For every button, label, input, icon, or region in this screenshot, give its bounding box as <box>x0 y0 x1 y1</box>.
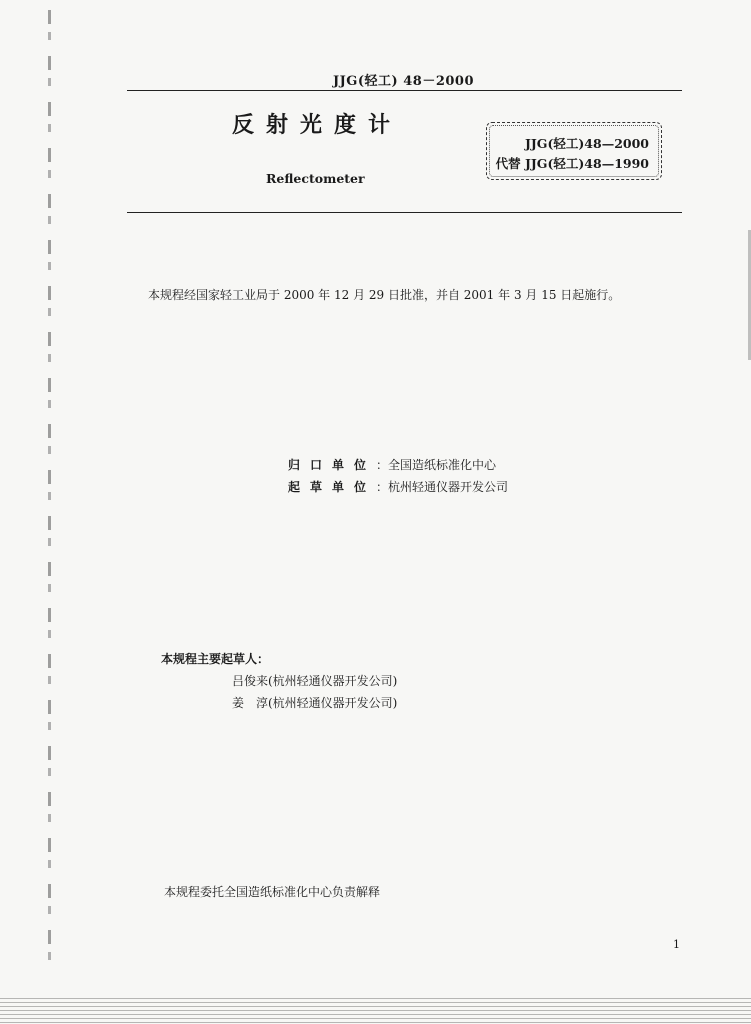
drafting-org-row <box>288 478 508 495</box>
drafter-item: 姜 淳(杭州轻通仪器开发公司) <box>232 696 398 710</box>
drafter-item: 吕俊来(杭州轻通仪器开发公司) <box>232 674 398 688</box>
title-english: Reflectometer <box>266 171 365 186</box>
scan-bottom-edge <box>0 998 751 1024</box>
responsible-org-label: 归口单位 <box>288 458 377 472</box>
approval-statement: 本规程经国家轻工业局于 2000 年 12 月 29 日批准，并自 2001 年 3 月 15 日起施行。 <box>148 288 621 302</box>
responsible-org-row <box>288 456 496 473</box>
title-rule <box>127 212 682 213</box>
stamp-replaces-code: 代替 JJG(轻工)48—1990 <box>495 156 649 171</box>
header-rule <box>127 90 682 91</box>
page-number: 1 <box>673 938 680 951</box>
drafting-org-label: 起草单位 <box>288 480 377 494</box>
drafting-org-value: 杭州轻通仪器开发公司 <box>388 480 509 494</box>
scan-binding-edge <box>48 10 51 970</box>
responsible-org-value: 全国造纸标准化中心 <box>388 458 497 472</box>
standard-stamp-box <box>486 122 662 180</box>
interpretation-statement: 本规程委托全国造纸标准化中心负责解释 <box>164 885 381 899</box>
org-separator: ： <box>376 480 389 494</box>
drafters-heading: 本规程主要起草人： <box>161 652 270 666</box>
stamp-current-code: JJG(轻工)48—2000 <box>524 136 649 151</box>
standard-code-header: JJG(轻工) 48－2000 <box>333 74 475 89</box>
org-separator: ： <box>376 458 389 472</box>
title-chinese: 反射光度计 <box>232 113 403 138</box>
